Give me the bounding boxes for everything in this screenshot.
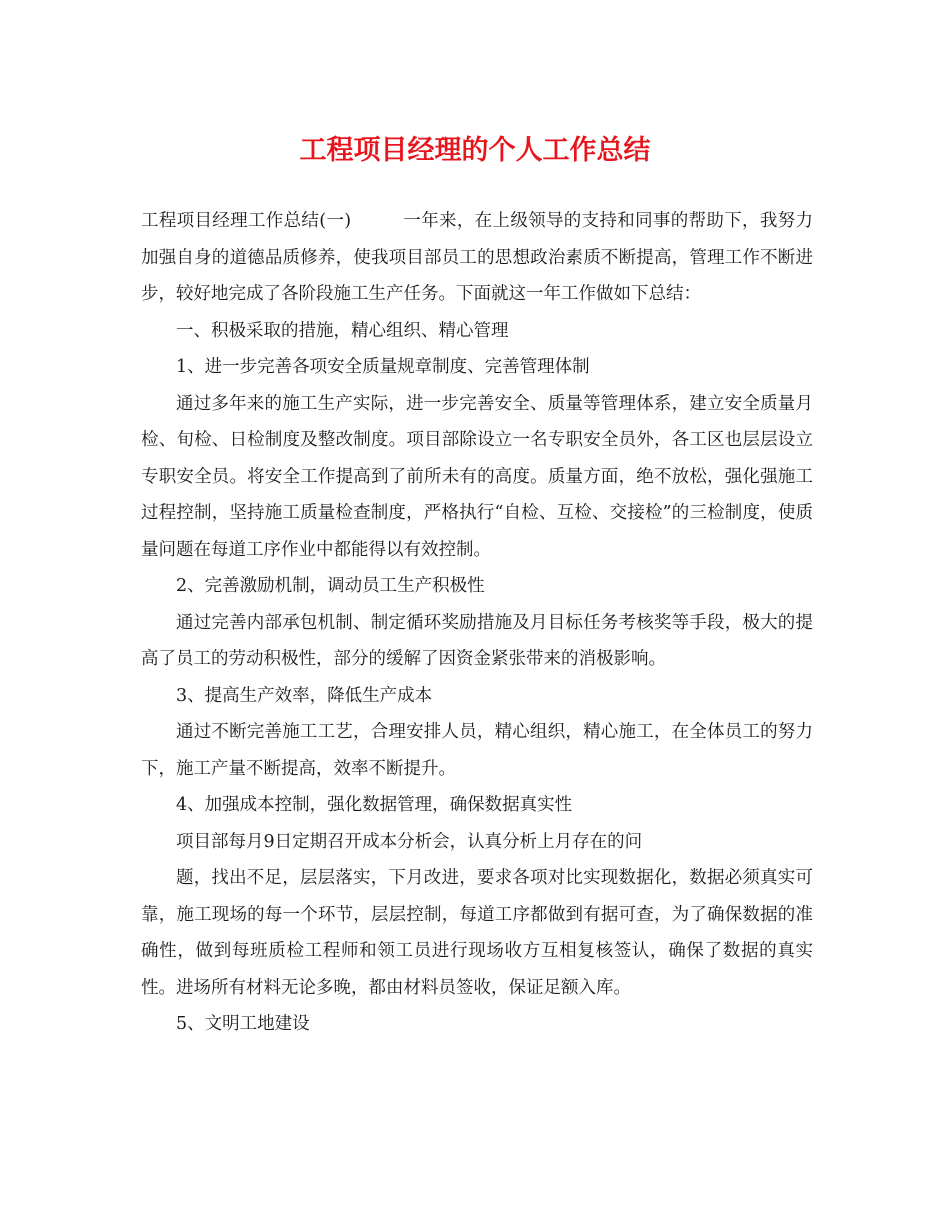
subsection-heading: 4、加强成本控制，强化数据管理，确保数据真实性 bbox=[176, 795, 573, 815]
intro-text: 一年来，在上级领导的支持和同事的帮助下，我努力加强自身的道德品质修养，使我项目部员工的思想政治素质不断提高，管理工作不断进步，较好地完成了各阶段施工生产任务。下面就这一年工作做如下总结： bbox=[141, 211, 813, 304]
intro-paragraph bbox=[141, 203, 813, 313]
body-paragraph: 通过多年来的施工生产实际，进一步完善安全、质量等管理体系，建立安全质量月检、旬检、日检制度及整改制度。项目部除设立一名专职安全员外，各工区也层层设立专职安全员。将安全工作提高到了前所未有的高度。质量方面，绝不放松，强化强施工过程控制，坚持施工质量检查制度，严格执行“自检、互检、交接检”的三检制度，使质量问题在每道工序作业中都能得以有效控制。 bbox=[141, 393, 813, 560]
subsection-heading: 1、进一步完善各项安全质量规章制度、完善管理体制 bbox=[176, 357, 590, 377]
subsection-heading: 3、提高生产效率，降低生产成本 bbox=[176, 685, 433, 706]
document-title: 工程项目经理的个人工作总结 bbox=[299, 135, 651, 166]
subsection-heading: 5、文明工地建设 bbox=[176, 1014, 310, 1034]
body-paragraph: 通过完善内部承包机制、制定循环奖励措施及月目标任务考核奖等手段，极大的提高了员工的劳动积极性，部分的缓解了因资金紧张带来的消极影响。 bbox=[141, 612, 813, 669]
section-heading: 一、积极采取的措施，精心组织、精心管理 bbox=[176, 320, 509, 341]
document-body bbox=[141, 203, 813, 1043]
subsection-heading: 2、完善激励机制，调动员工生产积极性 bbox=[176, 576, 485, 596]
intro-label: 工程项目经理工作总结(一) bbox=[141, 211, 352, 231]
body-paragraph: 题，找出不足，层层落实，下月改进，要求各项对比实现数据化，数据必须真实可靠，施工现场的每一个环节，层层控制，每道工序都做到有据可查，为了确保数据的准确性，做到每班质检工程师和领工员进行现场收方互相复核签认，确保了数据的真实性。进场所有材料无论多晚，都由材料员签收，保证足额入库。 bbox=[141, 868, 813, 998]
body-paragraph: 项目部每月9日定期召开成本分析会，认真分析上月存在的问 bbox=[176, 831, 643, 852]
body-paragraph: 通过不断完善施工工艺，合理安排人员，精心组织，精心施工，在全体员工的努力下，施工产量不断提高，效率不断提升。 bbox=[141, 722, 813, 779]
